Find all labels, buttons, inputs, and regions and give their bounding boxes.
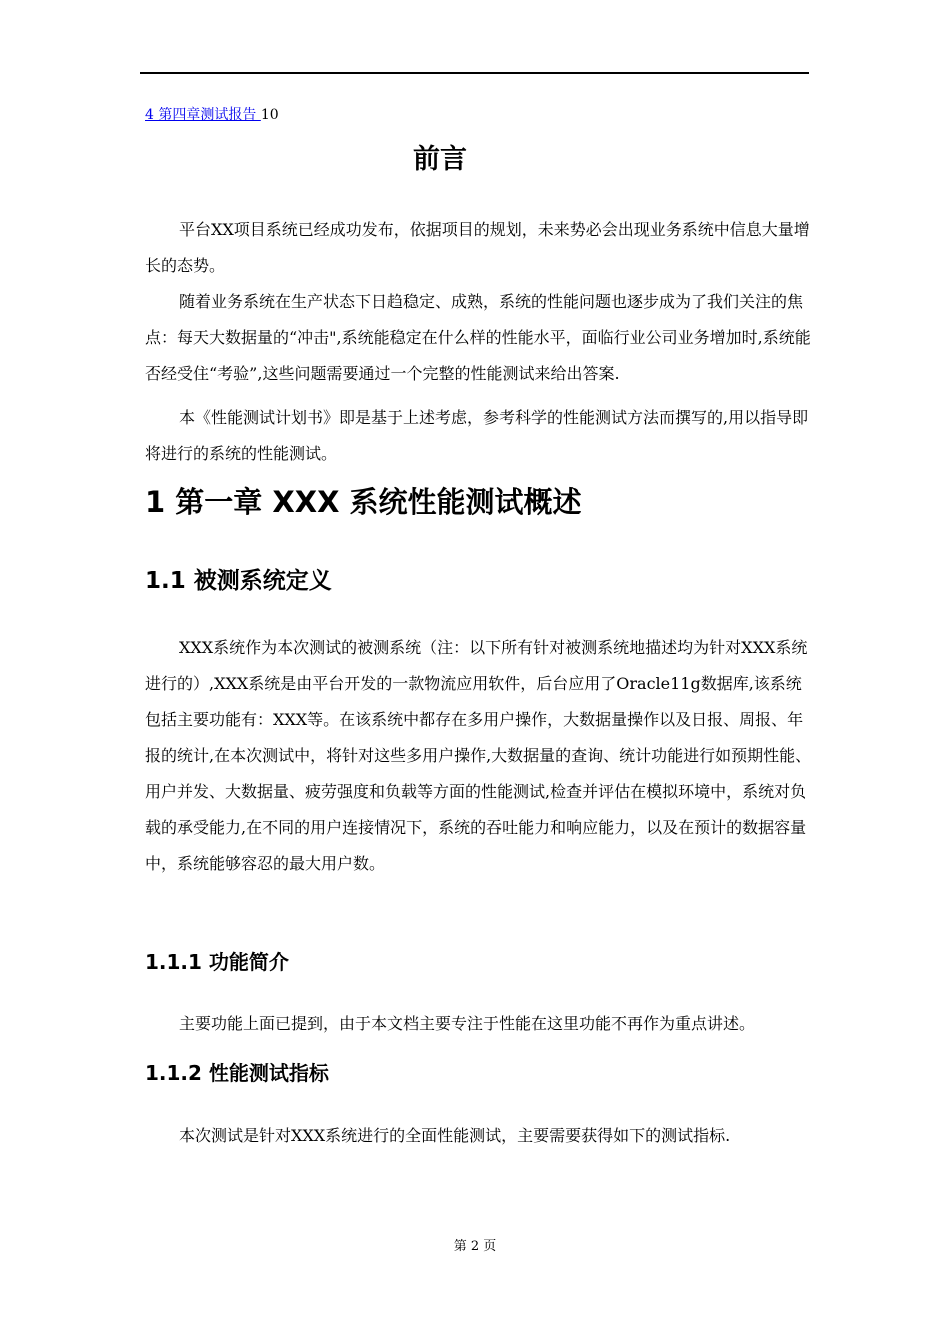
section-1-1-heading: 1.1 被测系统定义 xyxy=(145,568,332,594)
header-rule xyxy=(140,72,809,74)
page-footer: 第 2 页 xyxy=(453,1239,497,1254)
section-1-1-paragraph: XXX系统作为本次测试的被测系统（注：以下所有针对被测系统地描述均为针对XXX系统进行的）,XXX系统是由平台开发的一款物流应用软件，后台应用了Oracle11g数据库,该系统包括主要功能有：XXX等。在该系统中都存在多用户操作，大数据量操作以及日报、周报、年报的统计,在本次测试中，将针对这些多用户操作,大数据量的查询、统计功能进行如预期性能、用户并发、大数据量、疲劳强度和负载等方面的性能测试,检查并评估在模拟环境中，系统对负载的承受能力,在不同的用户连接情况下，系统的吞吐能力和响应能力，以及在预计的数据容量中，系统能够容忍的最大用户数。 xyxy=(145,638,812,873)
toc-page-number: 10 xyxy=(260,107,279,123)
chapter-1-heading: 1 第一章 XXX 系统性能测试概述 xyxy=(145,485,582,519)
section-1-1-2-heading: 1.1.2 性能测试指标 xyxy=(145,1061,329,1085)
preface-paragraph-1: 平台XX项目系统已经成功发布，依据项目的规划，未来势必会出现业务系统中信息大量增长的态势。 xyxy=(145,220,810,275)
section-1-1-1-heading: 1.1.1 功能简介 xyxy=(145,950,289,974)
section-1-1-2-paragraph: 本次测试是针对XXX系统进行的全面性能测试，主要需要获得如下的测试指标. xyxy=(179,1126,731,1145)
section-1-1-1-paragraph: 主要功能上面已提到，由于本文档主要专注于性能在这里功能不再作为重点讲述。 xyxy=(179,1014,756,1033)
toc-entry xyxy=(145,104,279,124)
toc-link-chapter-4[interactable]: 4 第四章测试报告 xyxy=(145,107,261,123)
preface-title: 前言 xyxy=(413,144,467,175)
preface-paragraph-2: 随着业务系统在生产状态下日趋稳定、成熟，系统的性能问题也逐步成为了我们关注的焦点：每天大数据量的“冲击",系统能稳定在什么样的性能水平，面临行业公司业务增加时,系统能否经受住“考验”,这些问题需要通过一个完整的性能测试来给出答案. xyxy=(145,292,811,383)
preface-paragraph-3: 本《性能测试计划书》即是基于上述考虑，参考科学的性能测试方法而撰写的,用以指导即将进行的系统的性能测试。 xyxy=(145,408,809,463)
